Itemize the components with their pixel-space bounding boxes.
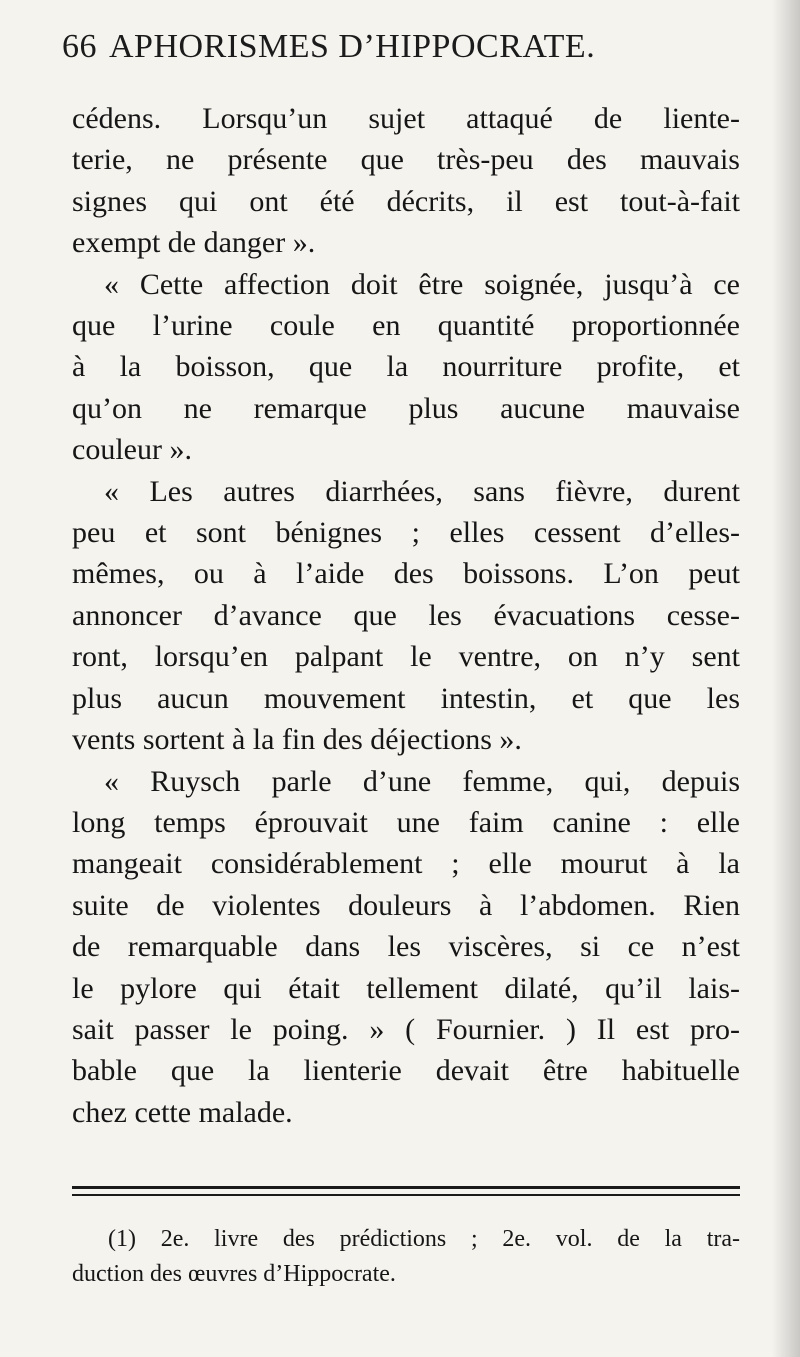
footnote	[72, 1222, 740, 1292]
page-number: 66	[62, 28, 97, 65]
footnote-line: (1) 2e. livre des prédictions ; 2e. vol. de la tra-	[108, 1226, 740, 1252]
text-line: de remarquable dans les viscères, si ce n’est	[72, 930, 740, 964]
text-line: ront, lorsqu’en palpant le ventre, on n’y sent	[72, 640, 740, 674]
text-line: long temps éprouvait une faim canine : elle	[72, 805, 740, 839]
text-line: que l’urine coule en quantité proportionnée	[72, 309, 740, 343]
text-line: signes qui ont été décrits, il est tout-à-fait	[72, 184, 740, 218]
text-line: peu et sont bénignes ; elles cessent d’elles-	[72, 516, 740, 550]
text-line: chez cette malade.	[72, 1095, 293, 1129]
text-line: cédens. Lorsqu’un sujet attaqué de liente-	[72, 102, 740, 135]
footnote-line: duction des œuvres d’Hippocrate.	[72, 1261, 396, 1287]
text-line: « Cette affection doit être soignée, jusqu’à ce	[104, 267, 740, 301]
text-line: mangeait considérablement ; elle mourut à la	[72, 847, 740, 881]
text-line: sait passer le poing. » ( Fournier. ) Il est pro-	[72, 1012, 740, 1046]
body-text	[72, 98, 740, 1133]
text-line: mêmes, ou à l’aide des boissons. L’on peut	[72, 557, 740, 591]
footnote-rule-top	[72, 1186, 740, 1189]
text-line: suite de violentes douleurs à l’abdomen. Rien	[72, 888, 740, 922]
text-line: couleur ».	[72, 433, 192, 467]
running-title: APHORISMES D’HIPPOCRATE.	[109, 28, 596, 65]
running-header	[62, 28, 742, 66]
scan-edge-shadow	[772, 0, 800, 1357]
text-line: bable que la lienterie devait être habituelle	[72, 1054, 740, 1088]
footnote-rule-bottom	[72, 1194, 740, 1196]
text-line: annoncer d’avance que les évacuations cesse-	[72, 598, 740, 632]
text-line: qu’on ne remarque plus aucune mauvaise	[72, 391, 740, 425]
text-line: à la boisson, que la nourriture profite, et	[72, 350, 740, 384]
text-line: « Ruysch parle d’une femme, qui, depuis	[104, 764, 740, 798]
text-line: vents sortent à la fin des déjections ».	[72, 723, 522, 757]
text-line: plus aucun mouvement intestin, et que les	[72, 681, 740, 715]
text-line: exempt de danger ».	[72, 226, 316, 260]
text-line: le pylore qui était tellement dilaté, qu’il lais-	[72, 971, 740, 1005]
text-line: « Les autres diarrhées, sans fièvre, durent	[104, 474, 740, 508]
text-line: terie, ne présente que très-peu des mauvais	[72, 143, 740, 177]
